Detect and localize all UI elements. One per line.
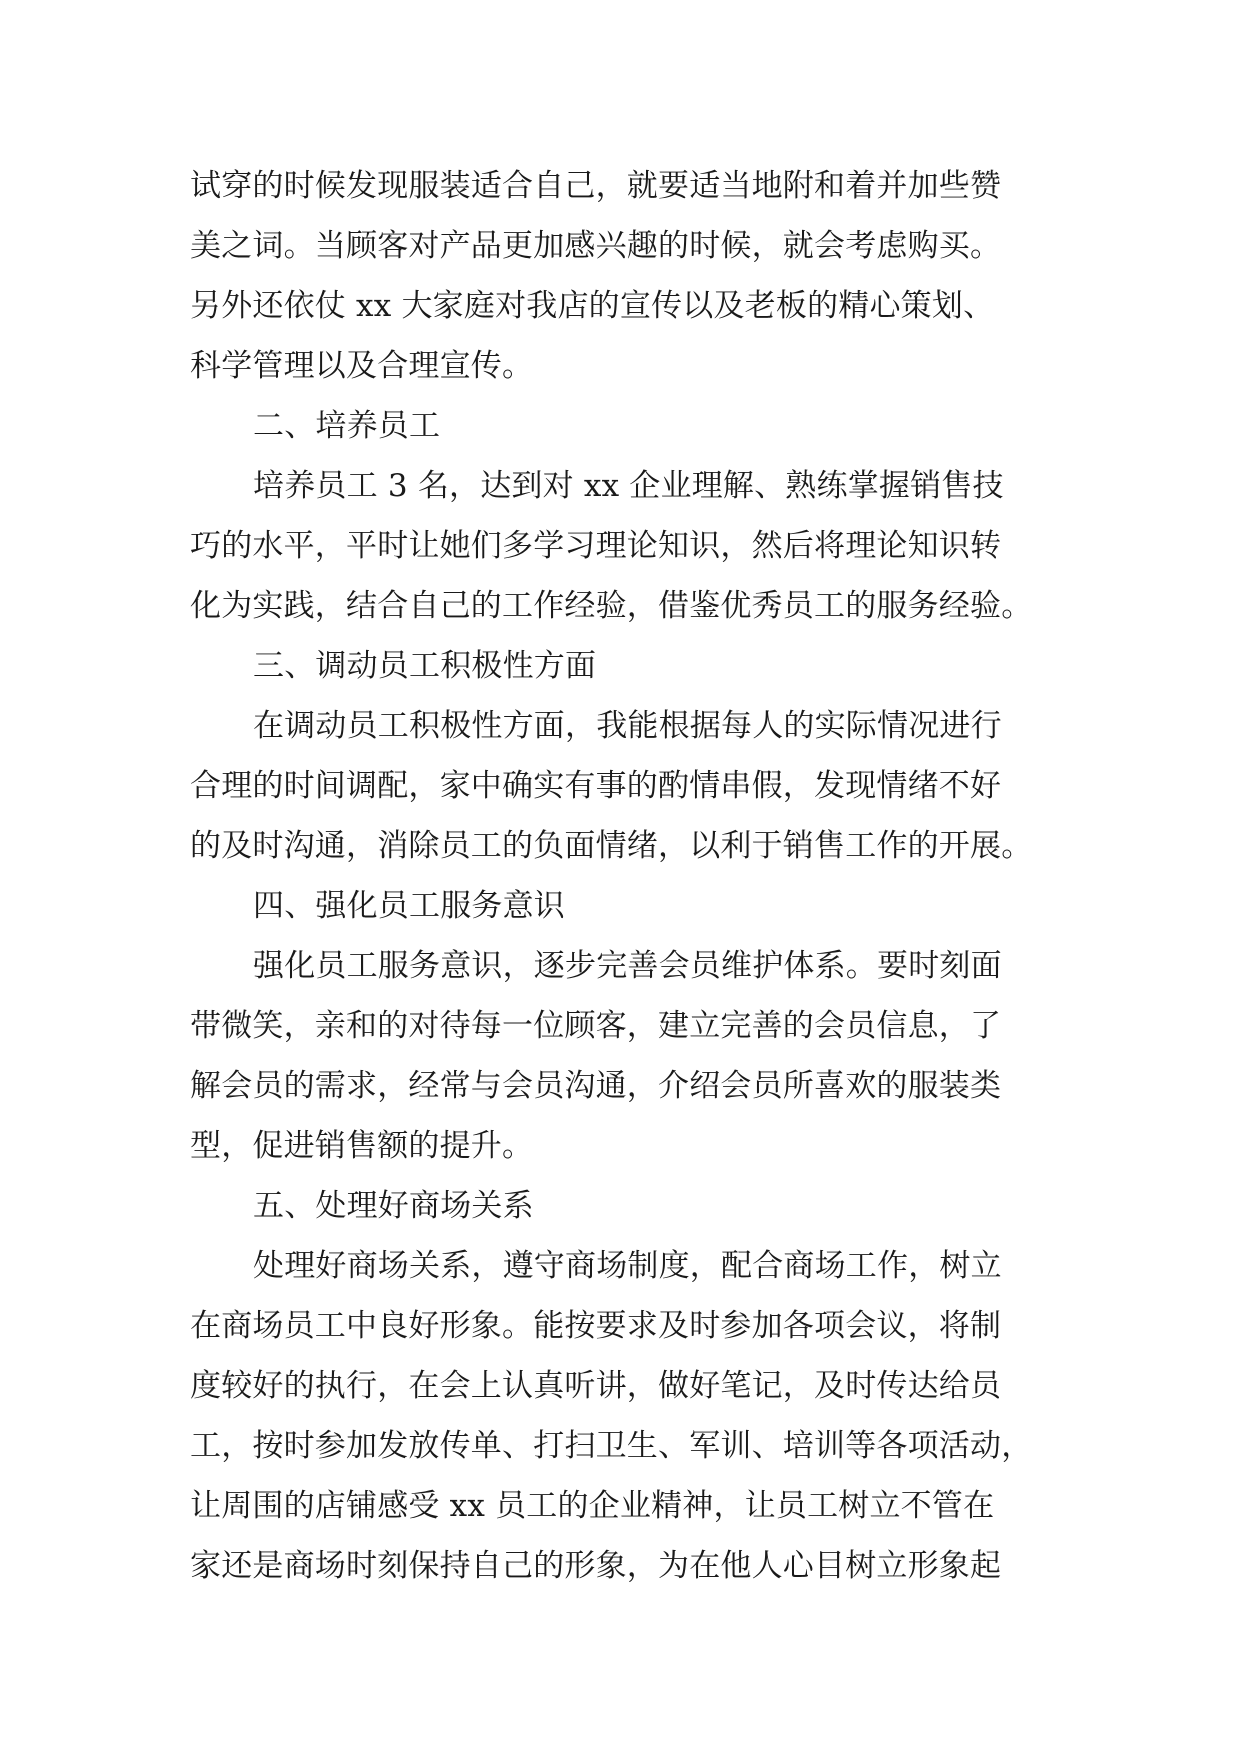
section-heading: 三、调动员工积极性方面 (253, 648, 597, 684)
text-line: 巧的水平，平时让她们多学习理论知识，然后将理论知识转 (190, 528, 1002, 564)
text-line: 在商场员工中良好形象。能按要求及时参加各项会议，将制 (190, 1308, 1002, 1344)
section-heading: 二、培养员工 (253, 408, 441, 444)
text-line: 另外还依仗 xx 大家庭对我店的宣传以及老板的精心策划、 (190, 288, 995, 324)
section-heading: 四、强化员工服务意识 (253, 888, 565, 924)
text-line: 美之词。当顾客对产品更加感兴趣的时候，就会考虑购买。 (190, 228, 1002, 264)
paragraph-first-line: 处理好商场关系，遵守商场制度，配合商场工作，树立 (253, 1248, 1002, 1284)
text-line: 带微笑，亲和的对待每一位顾客，建立完善的会员信息，了 (190, 1008, 1002, 1044)
text-line: 解会员的需求，经常与会员沟通，介绍会员所喜欢的服装类 (190, 1068, 1002, 1104)
text-line: 家还是商场时刻保持自己的形象，为在他人心目树立形象起 (190, 1548, 1002, 1584)
text-line: 工，按时参加发放传单、打扫卫生、军训、培训等各项活动， (190, 1428, 1033, 1464)
text-line: 科学管理以及合理宣传。 (190, 348, 534, 384)
text-line: 度较好的执行，在会上认真听讲，做好笔记，及时传达给员 (190, 1368, 1002, 1404)
text-line: 化为实践，结合自己的工作经验，借鉴优秀员工的服务经验。 (190, 588, 1033, 624)
paragraph-first-line: 在调动员工积极性方面，我能根据每人的实际情况进行 (253, 708, 1002, 744)
text-line: 让周围的店铺感受 xx 员工的企业精神，让员工树立不管在 (190, 1488, 995, 1524)
text-line: 的及时沟通，消除员工的负面情绪，以利于销售工作的开展。 (190, 828, 1033, 864)
paragraph-first-line: 培养员工 3 名，达到对 xx 企业理解、熟练掌握销售技 (253, 468, 1004, 504)
text-line: 合理的时间调配，家中确实有事的酌情串假，发现情绪不好 (190, 768, 1002, 804)
text-line: 试穿的时候发现服装适合自己，就要适当地附和着并加些赞 (190, 168, 1002, 204)
text-line: 型，促进销售额的提升。 (190, 1128, 534, 1164)
paragraph-first-line: 强化员工服务意识，逐步完善会员维护体系。要时刻面 (253, 948, 1002, 984)
section-heading: 五、处理好商场关系 (253, 1188, 534, 1224)
